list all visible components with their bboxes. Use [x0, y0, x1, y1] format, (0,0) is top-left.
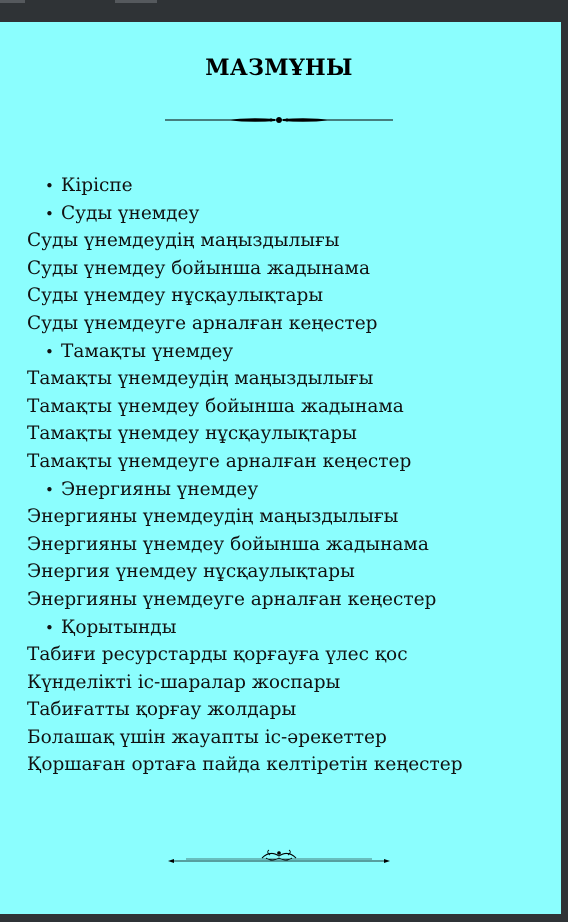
- bullet-icon: •: [45, 618, 54, 637]
- toc-item: [27, 448, 463, 476]
- toc-item: [27, 393, 463, 421]
- toc-item-label: Кіріспе: [61, 175, 133, 196]
- toc-section-item: [27, 338, 463, 366]
- toc-item-label: Тамақты үнемдеудің маңыздылығы: [27, 368, 374, 390]
- toc-item-label: Суды үнемдеу бойынша жадынама: [27, 257, 370, 279]
- page-title: МАЗМҰНЫ: [205, 55, 353, 81]
- bullet-icon: •: [45, 342, 54, 361]
- toc-item: [27, 641, 463, 669]
- toc-item-label: Суды үнемдеу: [61, 202, 200, 224]
- toolbar-tab-stub[interactable]: [115, 0, 157, 3]
- toc-item: [27, 420, 463, 448]
- toc-item-label: Қоршаған ортаға пайда келтіретін кеңестер: [27, 754, 463, 776]
- toc-item-label: Энергияны үнемдеу: [61, 478, 259, 500]
- toc-item-label: Энергияны үнемдеу бойынша жадынама: [27, 533, 429, 555]
- viewer-bottom-bar: [0, 914, 568, 922]
- toc-item: [27, 724, 463, 752]
- toc-item-label: Тамақты үнемдеуге арналған кеңестер: [27, 450, 412, 472]
- toc-section-item: [27, 614, 463, 642]
- toc-item: [27, 558, 463, 586]
- toc-item-label: Энергияны үнемдеуге арналған кеңестер: [27, 588, 437, 610]
- bullet-icon: •: [45, 204, 54, 223]
- table-of-contents: [27, 172, 463, 779]
- toc-item: [27, 669, 463, 697]
- toc-section-item: [27, 172, 463, 200]
- toc-item-label: Суды үнемдеудің маңыздылығы: [27, 230, 340, 252]
- toc-item: [27, 282, 463, 310]
- toc-item-label: Суды үнемдеуге арналған кеңестер: [27, 312, 378, 334]
- toc-item: [27, 227, 463, 255]
- toc-item: [27, 531, 463, 559]
- toc-item-label: Энергия үнемдеу нұсқаулықтары: [27, 561, 355, 583]
- toc-item-label: Қорытынды: [61, 616, 177, 638]
- bullet-icon: •: [45, 480, 54, 499]
- flourish-ornament-icon: [166, 846, 392, 872]
- page-edge: [561, 22, 568, 922]
- toc-item: [27, 696, 463, 724]
- toc-item: [27, 365, 463, 393]
- toc-item-label: Табиғатты қорғау жолдары: [27, 699, 297, 721]
- toc-item-label: Болашақ үшін жауапты іс-әрекеттер: [27, 726, 387, 748]
- toc-item: [27, 751, 463, 779]
- toc-section-item: [27, 200, 463, 228]
- toc-item-label: Суды үнемдеу нұсқаулықтары: [27, 285, 324, 307]
- toc-item-label: Тамақты үнемдеу бойынша жадынама: [27, 395, 404, 417]
- divider-ornament-icon: [165, 112, 393, 128]
- toc-item-label: Тамақты үнемдеу нұсқаулықтары: [27, 423, 357, 445]
- toc-item: [27, 503, 463, 531]
- toc-item-label: Табиғи ресурстарды қорғауға үлес қос: [27, 644, 408, 666]
- toc-item-label: Тамақты үнемдеу: [61, 340, 234, 362]
- viewer-toolbar: [0, 0, 568, 22]
- toc-section-item: [27, 476, 463, 504]
- bullet-icon: •: [45, 177, 54, 195]
- toc-item: [27, 586, 463, 614]
- toc-item-label: Энергияны үнемдеудің маңыздылығы: [27, 506, 399, 528]
- toc-item: [27, 310, 463, 338]
- toc-item-label: Күнделікті іс-шаралар жоспары: [27, 671, 341, 693]
- toolbar-tab-stub[interactable]: [0, 0, 25, 3]
- toc-item: [27, 255, 463, 283]
